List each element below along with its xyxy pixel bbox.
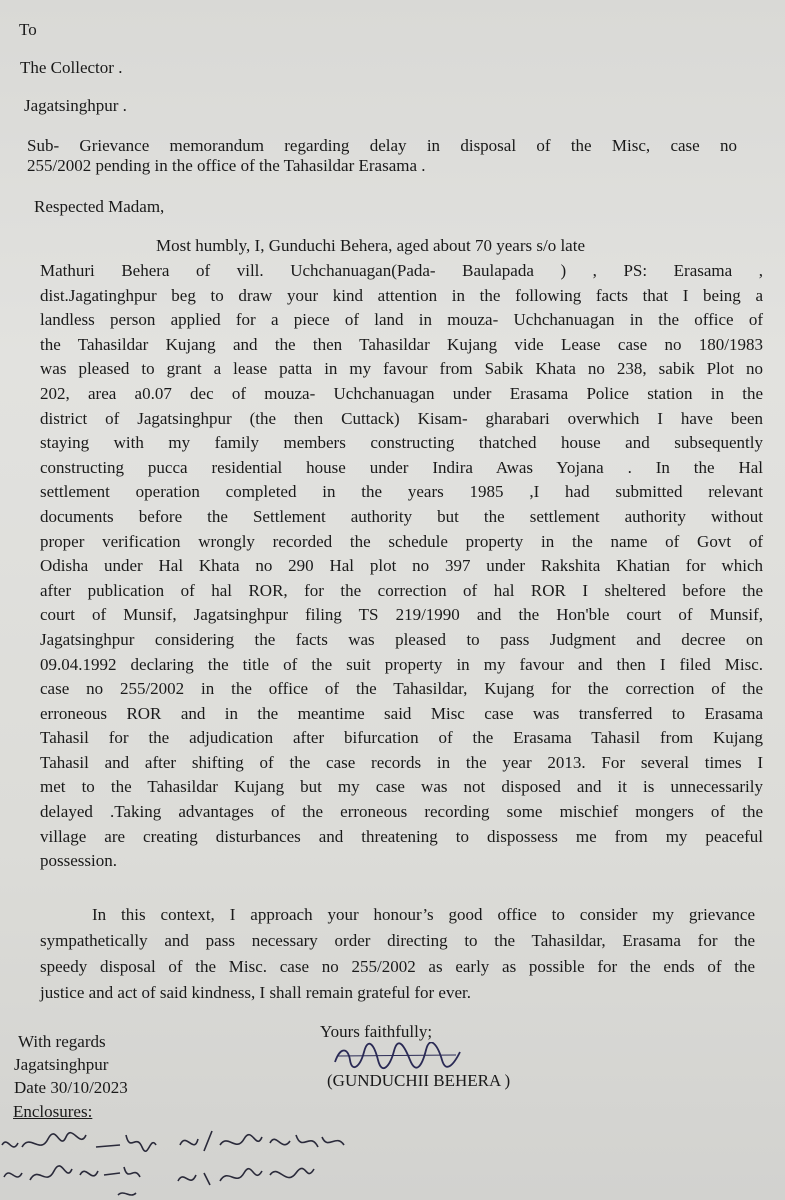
body-line: Tahasil for the adjudication after bifurcation of the Erasama Tahasil from Kujang <box>40 728 763 748</box>
context-line: In this context, I approach your honour’s good office to consider my grievance <box>92 905 755 924</box>
signatory-name: (GUNDUCHII BEHERA ) <box>327 1071 511 1090</box>
context-line: justice and act of said kindness, I shall remain grateful for ever. <box>40 983 471 1002</box>
body-line: possession. <box>40 851 117 871</box>
body-line: settlement operation completed in the years 1985 ,I had submitted relevant <box>40 482 763 502</box>
closing-place: Jagatsinghpur <box>14 1055 109 1074</box>
subject-line-1: Sub- Grievance memorandum regarding delay in disposal of the Misc, case no <box>27 136 737 155</box>
body-first-line: Most humbly, I, Gunduchi Behera, aged about 70 years s/o late <box>156 236 585 255</box>
place-line: Jagatsinghpur . <box>24 96 127 115</box>
body-line: documents before the Settlement authority but the settlement authority without <box>40 506 763 526</box>
body-line: was pleased to grant a lease patta in my favour from Sabik Khata no 238, sabik Plot no <box>40 359 763 379</box>
body-line: delayed .Taking advantages of the erroneous recording some mischief mongers of the <box>40 802 763 822</box>
body-line: 202, area a0.07 dec of mouza- Uchchanuagan under Erasama Police station in the <box>40 383 763 403</box>
body-line: court of Munsif, Jagatsinghpur filing TS 219/1990 and the Hon'ble court of Munsif, <box>40 605 763 625</box>
body-line: Odisha under Hal Khata no 290 Hal plot no 397 under Rakshita Khatian for which <box>40 556 763 576</box>
body-line: constructing pucca residential house under Indira Awas Yojana . In the Hal <box>40 457 763 477</box>
body-line: Jagatsinghpur considering the facts was pleased to pass Judgment and decree on <box>40 629 763 649</box>
body-line: case no 255/2002 in the office of the Tahasildar, Kujang for the correction of the <box>40 679 763 699</box>
body-line: proper verification wrongly recorded the schedule property in the name of Govt of <box>40 531 763 551</box>
body-line: met to the Tahasildar Kujang but my case was not disposed and it is unnecessarily <box>40 777 763 797</box>
context-line: sympathetically and pass necessary order directing to the Tahasildar, Erasama for the <box>40 931 755 950</box>
body-line: village are creating disturbances and threatening to dispossess me from my peaceful <box>40 826 763 846</box>
body-paragraph <box>40 259 763 874</box>
recipient-line: The Collector . <box>20 58 123 77</box>
subject-line-2: 255/2002 pending in the office of the Tahasildar Erasama . <box>27 156 426 175</box>
context-paragraph <box>40 902 755 1006</box>
handwritten-enclosures-scribble <box>0 1125 785 1200</box>
body-line: Tahasil and after shifting of the case records in the year 2013. For several times I <box>40 752 763 772</box>
body-line: erroneous ROR and in the meantime said Misc case was transferred to Erasama <box>40 703 763 723</box>
body-line: landless person applied for a piece of land in mouza- Uchchanuagan in the office of <box>40 310 763 330</box>
body-line: the Tahasildar Kujang and the then Tahasildar Kujang vide Lease case no 180/1983 <box>40 334 763 354</box>
context-line: speedy disposal of the Misc. case no 255/2002 as early as possible for the ends of the <box>40 957 755 976</box>
with-regards: With regards <box>18 1032 106 1051</box>
body-line: dist.Jagatinghpur beg to draw your kind attention in the following facts that I being a <box>40 285 763 305</box>
to-line: To <box>19 20 37 39</box>
signature-mark <box>330 1042 465 1070</box>
body-line: staying with my family members constructing thatched house and subsequently <box>40 433 763 453</box>
body-line: Mathuri Behera of vill. Uchchanuagan(Pada- Baulapada ) , PS: Erasama , <box>40 261 763 280</box>
body-line: after publication of hal ROR, for the correction of hal ROR I sheltered before the <box>40 580 763 600</box>
body-line: district of Jagatsinghpur (the then Cuttack) Kisam- gharabari overwhich I have been <box>40 408 763 428</box>
letter-date: Date 30/10/2023 <box>14 1078 128 1097</box>
enclosures-label: Enclosures: <box>13 1102 93 1121</box>
salutation: Respected Madam, <box>34 197 165 216</box>
body-line: 09.04.1992 declaring the title of the suit property in my favour and then I filed Misc. <box>40 654 763 674</box>
yours-faithfully: Yours faithfully; <box>320 1022 433 1041</box>
